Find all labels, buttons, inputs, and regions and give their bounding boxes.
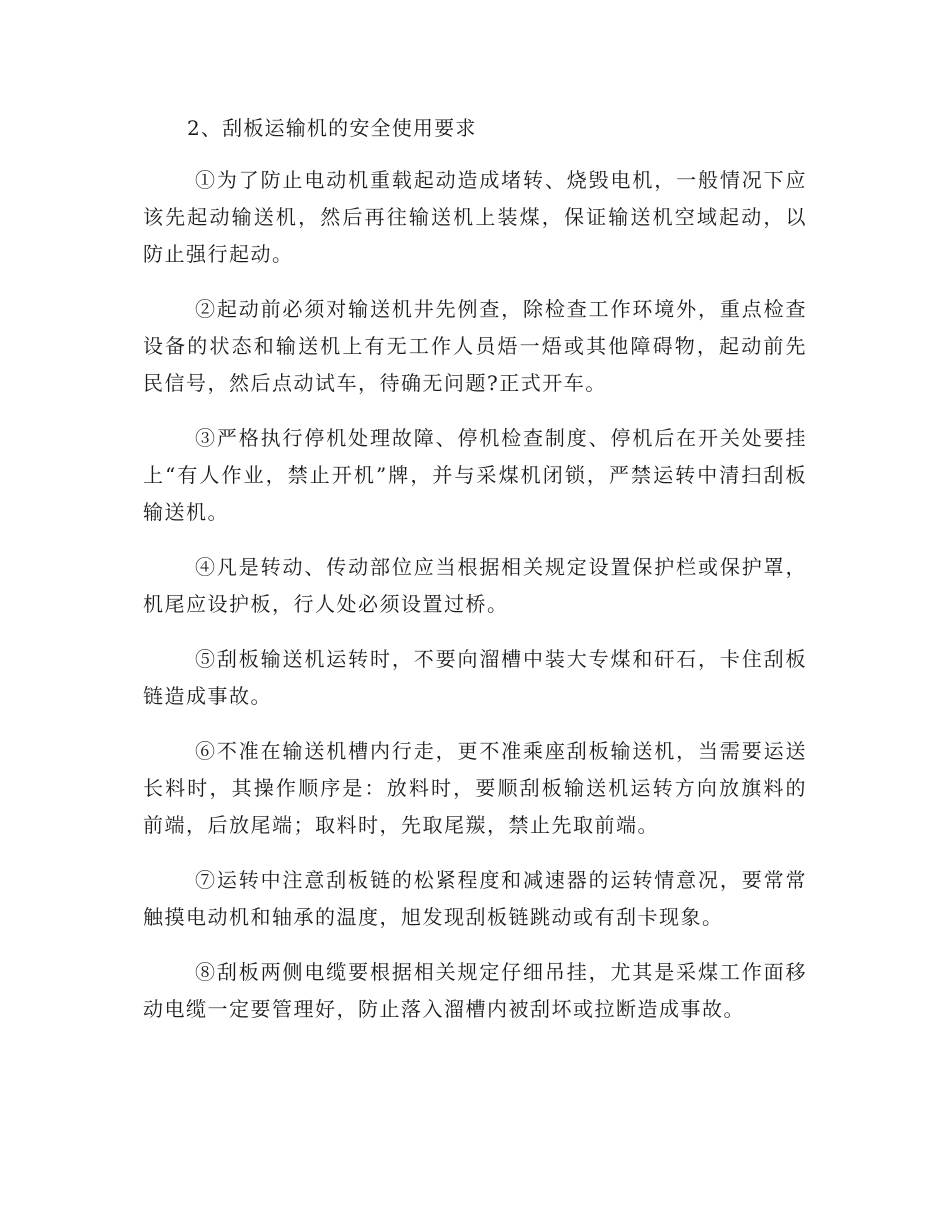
paragraph-8: ⑧刮板两侧电缆要根据相关规定仔细吊挂，尤其是采煤工作面移动电缆一定要管理好，防止落入溜槽内被刮坏或拉断造成事故。 — [143, 960, 807, 1021]
paragraph-2: ②起动前必须对输送机井先例查，除检查工作环境外，重点检查设备的状态和输送机上有无工作人员焐一焐或其他障碍物，起动前先民信号，然后点动试车，待确无问题?正式开车。 — [143, 297, 807, 395]
paragraph-4: ④凡是转动、传动部位应当根据相关规定设置保护栏或保护罩，机尾应设护板，行人处必须设置过桥。 — [143, 555, 807, 616]
paragraph-7: ⑦运转中注意刮板链的松紧程度和减速器的运转情意况，要常常触摸电动机和轴承的温度，旭发现刮板链跳动或有刮卡现象。 — [143, 868, 807, 929]
section-heading: 2、刮板运输机的安全使用要求 — [187, 116, 477, 140]
paragraph-6: ⑥不准在输送机槽内行走，更不准乘座刮板输送机，当需要运送长料时，其操作顺序是：放料时，要顺刮板输送机运转方向放旗料的前端，后放尾端；取料时，先取尾羰，禁止先取前端。 — [143, 739, 807, 837]
paragraph-5: ⑤刮板输送机运转时，不要向溜槽中装大专煤和矸石，卡住刮板链造成事故。 — [143, 647, 807, 708]
paragraph-3: ③严格执行停机处理故障、停机检查制度、停机后在开关处要挂上“有人作业，禁止开机”牌，并与采煤机闭锁，严禁运转中清扫刮板输送机。 — [143, 426, 807, 524]
paragraph-1: ①为了防止电动机重载起动造成堵转、烧毁电机，一般情况下应该先起动输送机，然后再往输送机上装煤，保证输送机空域起动，以防止强行起动。 — [143, 168, 807, 266]
